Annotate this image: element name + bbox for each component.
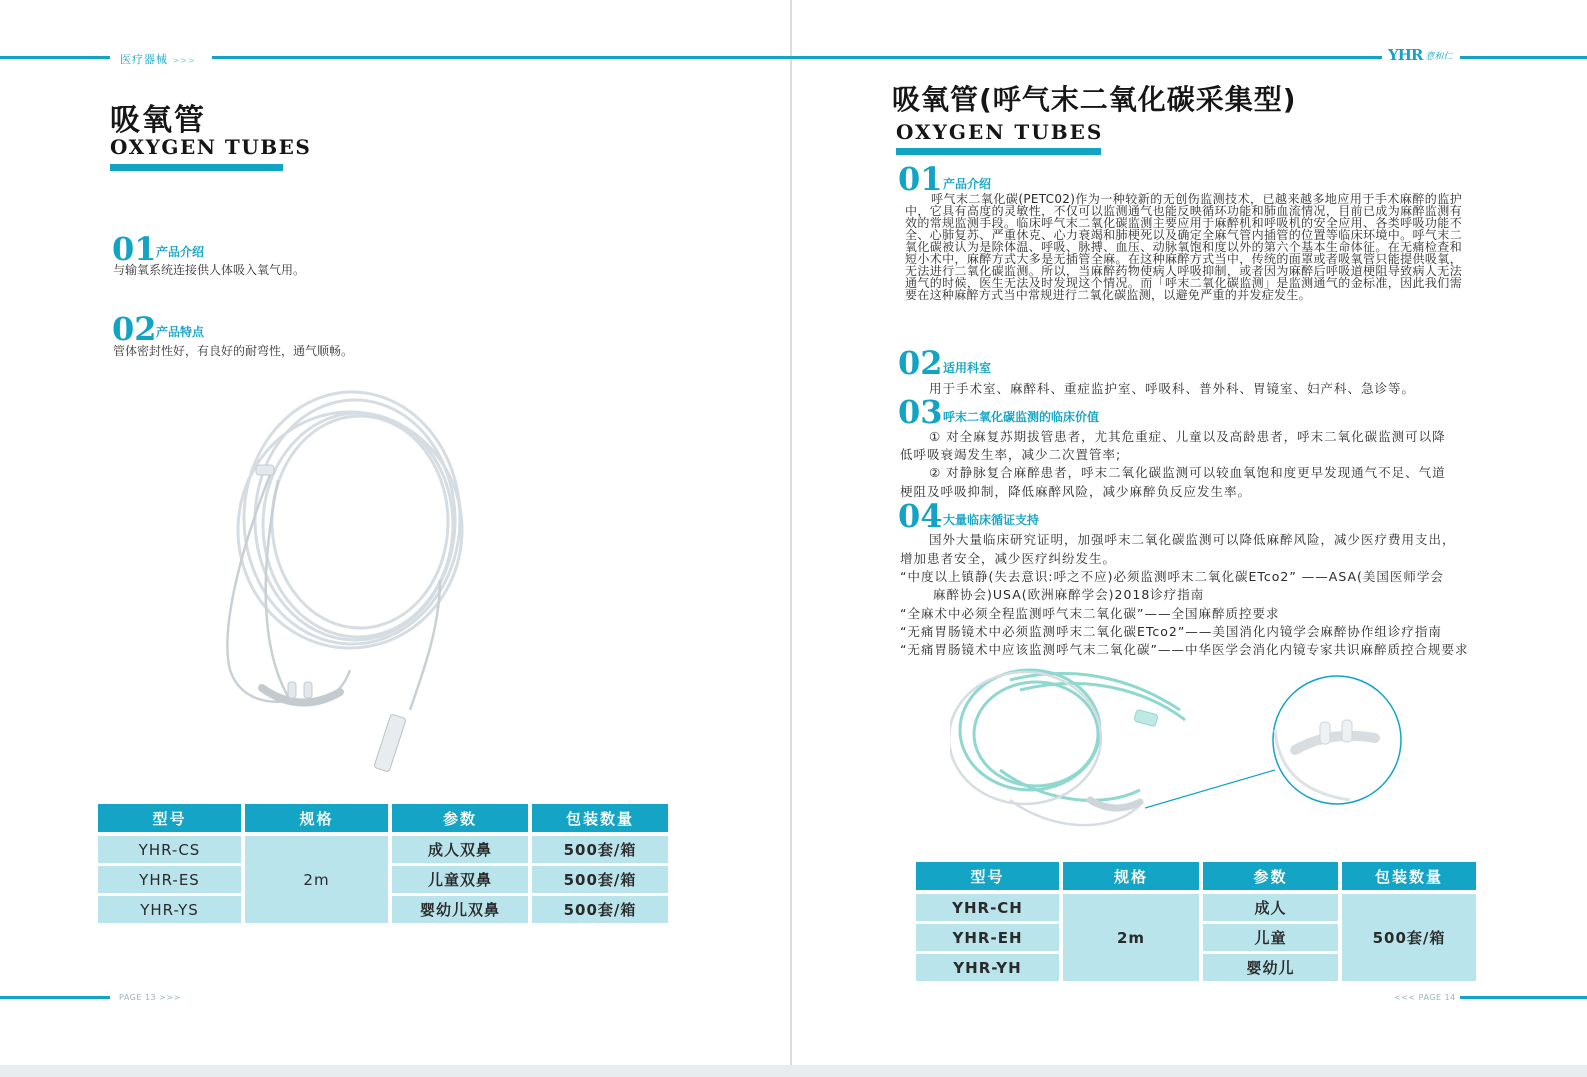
section-text: 国外大量临床研究证明，加强呼末二氧化碳监测可以降低麻醉风险，减少医疗费用支出， [929,532,1456,547]
header-label: 医疗器械 >>> [120,53,196,66]
section-title: 大量临床循证支持 [943,513,1040,527]
header-rule-right [212,56,790,59]
section-title: 适用科室 [943,361,992,375]
table-header: 包装数量 [1342,862,1476,890]
page-title: 吸氧管(呼气末二氧化碳采集型) [892,83,1297,116]
table-header: 参数 [1203,862,1338,890]
page-subtitle: OXYGEN TUBES [110,135,312,159]
table-cell-spec: 2m [245,836,388,923]
section-number: 04 [898,497,943,535]
footer-rule [1460,996,1587,999]
table-cell-spec: 2m [1063,894,1199,981]
right-page [790,0,1587,1077]
section-number: 03 [898,393,943,431]
table-cell-model: YHR-ES [98,866,241,893]
table-cell-param: 婴幼儿 [1203,954,1338,981]
section-number: 02 [112,310,157,348]
table-cell-model: YHR-EH [916,924,1059,951]
table-cell-param: 婴幼儿双鼻 [392,896,528,923]
section-text: 用于手术室、麻醉科、重症监护室、呼吸科、普外科、胃镜室、妇产科、急诊等。 [929,381,1416,396]
page-bottom-edge [0,1065,1587,1077]
table-cell-param: 成人 [1203,894,1338,921]
section-title: 产品介绍 [156,245,205,259]
section-title: 产品特点 [156,325,205,339]
table-cell-pack: 500套/箱 [532,836,668,863]
section-text: 管体密封性好，有良好的耐弯性，通气顺畅。 [113,344,354,358]
section-number: 01 [898,160,943,198]
table-cell-param: 成人双鼻 [392,836,528,863]
title-underline [110,164,283,171]
footer-rule [0,996,110,999]
section-text: 与输氧系统连接供人体吸入氧气用。 [113,263,306,277]
spec-table [98,804,668,924]
page-title: 吸氧管 [110,103,206,138]
table-header: 规格 [245,804,388,832]
quote-text: “无痛胃肠镜术中应该监测呼气末二氧化碳”——中华医学会消化内镜专家共识麻醉质控合规要求 [900,642,1469,657]
quote-text: 麻醉协会)USA(欧洲麻醉学会)2018诊疗指南 [933,587,1205,602]
table-cell-pack: 500套/箱 [532,896,668,923]
section-text: 增加患者安全，减少医疗纠纷发生。 [900,551,1117,566]
capnography-tube-image [950,660,1410,860]
header-rule [790,56,1382,59]
table-cell-pack: 500套/箱 [1342,894,1476,981]
table-cell-model: YHR-YS [98,896,241,923]
header-rule-right [1460,56,1587,59]
section-text: 低呼吸衰竭发生率，减少二次置管率; [900,447,1122,462]
table-header: 型号 [916,862,1059,890]
table-cell-param: 儿童 [1203,924,1338,951]
table-header: 型号 [98,804,241,832]
quote-text: “全麻术中必须全程监测呼气末二氧化碳”——全国麻醉质控要求 [900,606,1280,621]
quote-text: “中度以上镇静(失去意识:呼之不应)必须监测呼末二氧化碳ETco2” ——ASA(美国医师学会 [900,569,1444,584]
table-cell-model: YHR-CS [98,836,241,863]
section-text: ① 对全麻复苏期拔管患者，尤其危重症、儿童以及高龄患者，呼末二氧化碳监测可以降 [929,429,1446,444]
table-cell-pack: 500套/箱 [532,866,668,893]
title-underline [896,148,1101,155]
table-header: 参数 [392,804,528,832]
page-number: PAGE 13 >>> [119,993,181,1002]
section-text: 梗阻及呼吸抑制，降低麻醉风险，减少麻醉负反应发生率。 [900,484,1252,499]
quote-text: “无痛胃肠镜术中必须监测呼末二氧化碳ETco2”——美国消化内镜学会麻醉协作组诊疗指南 [900,624,1442,639]
table-cell-model: YHR-CH [916,894,1059,921]
intro-paragraph: 呼气末二氧化碳(PETC02)作为一种较新的无创伤监测技术，已越来越多地应用于手术麻醉的监护中，它具有高度的灵敏性，不仅可以监测通气也能反映循环功能和肺血流情况，目前已成为麻醉监测有效的常规监测手段。临床呼气末二氧化碳监测主要应用于麻醉机和呼吸机的安全应用、各类呼吸功能不全、心肺复苏、严重休克、心力衰竭和肺梗死以及确定全麻气管内插管的位置等临床环境中。呼气末二氧化碳被认为是除体温、呼吸、脉搏、血压、动脉氧饱和度以外的第六个基本生命体征。在无痛检查和短小术中，麻醉方式大多是无插管全麻。在这种麻醉方式当中，传统的面罩或者吸氧管只能提供吸氧，无法进行二氧化碳监测。所以，当麻醉药物使病人呼吸抑制，或者因为麻醉后呼吸道梗阻导致病人无法通气的时候，医生无法及时发现这个情况。而「呼末二氧化碳监测」是监测通气的金标准，因此我们需要在这种麻醉方式当中常规进行二氧化碳监测，以避免严重的并发症发生。 [905,192,1462,302]
section-number: 02 [898,344,943,382]
brand-logo: YHR 意和仁 [1388,46,1453,64]
header-rule [0,56,110,59]
page-number: <<< PAGE 14 [1394,993,1456,1002]
section-number: 01 [112,230,157,268]
book-spine [790,0,792,1077]
table-header: 规格 [1063,862,1199,890]
left-page [0,0,790,1077]
section-title: 呼末二氧化碳监测的临床价值 [943,410,1100,424]
section-text: ② 对静脉复合麻醉患者，呼末二氧化碳监测可以较血氧饱和度更早发现通气不足、气道 [929,465,1446,480]
oxygen-tube-image [200,370,500,790]
table-cell-model: YHR-YH [916,954,1059,981]
spec-table [916,862,1476,982]
table-cell-param: 儿童双鼻 [392,866,528,893]
section-title: 产品介绍 [943,177,992,191]
page-subtitle: OXYGEN TUBES [896,120,1104,144]
table-header: 包装数量 [532,804,668,832]
